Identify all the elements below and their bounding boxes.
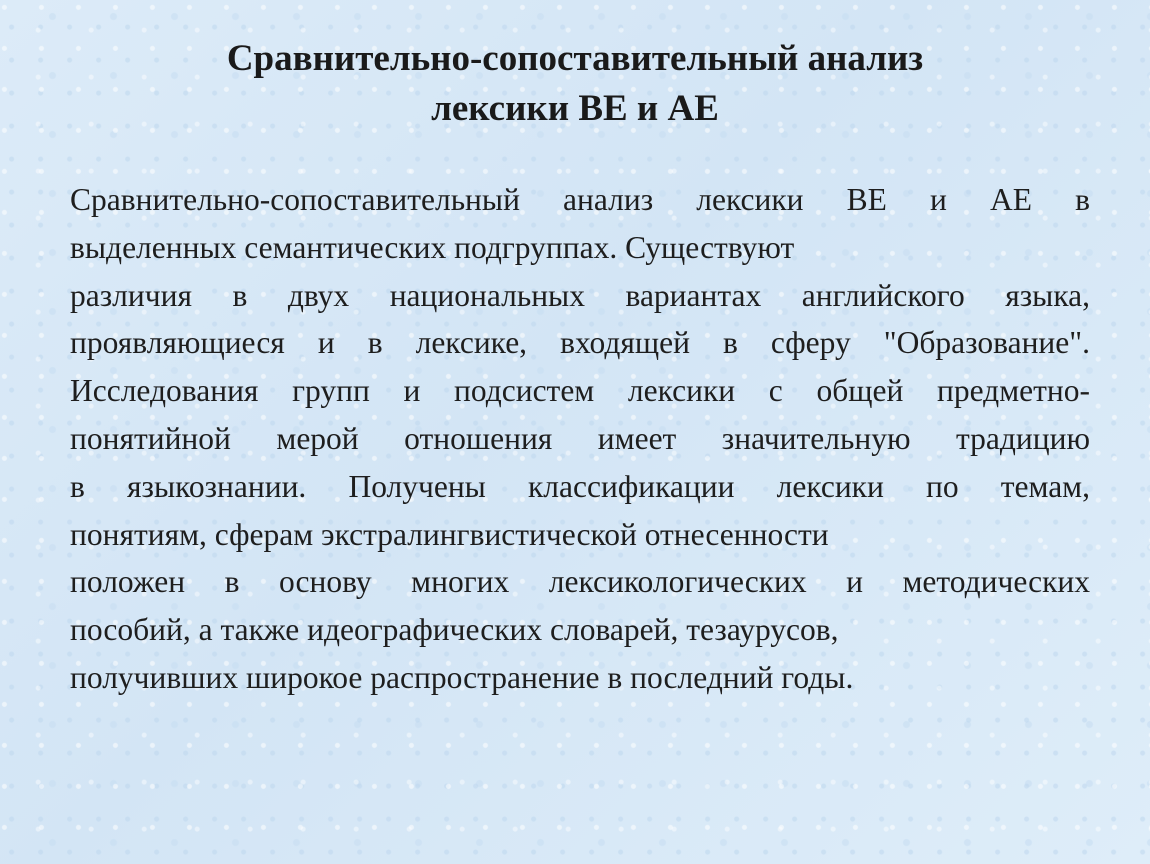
body-line: положен в основу многих лексикологических и методических (70, 564, 1090, 600)
slide-body (70, 176, 1090, 702)
body-line: в языкознании. Получены классификации лексики по темам, (70, 468, 1090, 504)
body-line: получивших широкое распространение в последний годы. (70, 659, 854, 695)
body-line: понятийной мерой отношения имеет значительную традицию (70, 420, 1090, 456)
title-line: лексики BE и AE (431, 88, 719, 129)
body-line: проявляющиеся и в лексике, входящей в сферу "Образование". (70, 325, 1090, 361)
slide-title (60, 34, 1090, 134)
body-line: Сравнительно-сопоставительный анализ лексики BE и AE в (70, 182, 1090, 217)
body-line: различия в двух национальных вариантах английского языка, (70, 277, 1090, 313)
body-line: пособий, а также идеографических словарей, тезаурусов, (70, 612, 839, 648)
body-line: понятиям, сферам экстралингвистической отнесенности (70, 516, 829, 552)
title-line: Сравнительно-сопоставительный анализ (226, 38, 924, 79)
body-line: Исследования групп и подсистем лексики с общей предметно- (70, 373, 1090, 409)
body-line: выделенных семантических подгруппах. Существуют (70, 229, 795, 265)
